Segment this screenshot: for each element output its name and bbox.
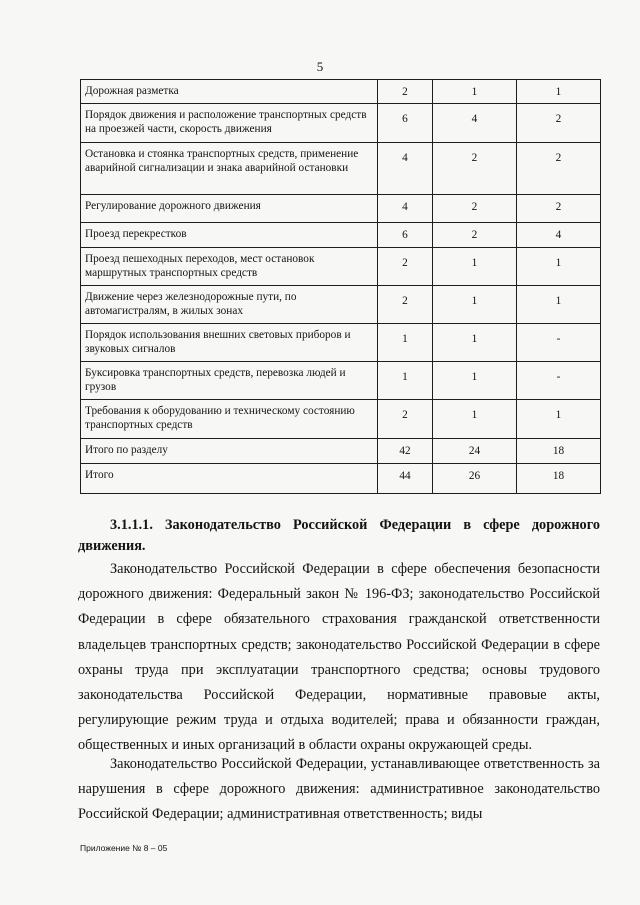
table-cell-value: 1: [517, 400, 601, 439]
table-cell-value: 2: [433, 195, 517, 223]
table-cell-value: 1: [517, 286, 601, 324]
table-cell-value: 2: [378, 248, 433, 286]
table-row-subtotal: [81, 439, 601, 464]
table-cell-value: 1: [433, 400, 517, 439]
table-cell-topic: Порядок движения и расположение транспортных средств на проезжей части, скорость движения: [81, 104, 378, 143]
footer-note: Приложение № 8 – 05: [80, 843, 168, 853]
table-cell-value: 1: [378, 362, 433, 400]
table-row: [81, 400, 601, 439]
table-cell-value: 42: [378, 439, 433, 464]
table-row: [81, 104, 601, 143]
table-cell-topic: Движение через железнодорожные пути, по автомагистралям, в жилых зонах: [81, 286, 378, 324]
table-cell-value: 2: [433, 223, 517, 248]
table-cell-value: 4: [378, 143, 433, 195]
table-cell-value: 1: [433, 80, 517, 104]
table-cell-value: 4: [378, 195, 433, 223]
table-cell-value: -: [517, 362, 601, 400]
table-row-total: [81, 464, 601, 494]
table-cell-value: 2: [378, 400, 433, 439]
table-cell-topic: Регулирование дорожного движения: [81, 195, 378, 223]
table-cell-topic: Итого: [81, 464, 378, 494]
table-cell-value: -: [517, 324, 601, 362]
table-cell-topic: Итого по разделу: [81, 439, 378, 464]
table-cell-value: 6: [378, 223, 433, 248]
table-cell-topic: Проезд пешеходных переходов, мест остановок маршрутных транспортных средств: [81, 248, 378, 286]
table-cell-value: 2: [517, 143, 601, 195]
body-paragraph: Законодательство Российской Федерации в сфере обеспечения безопасности дорожного движения: Федеральный закон № 196-ФЗ; законодательство Российской Федерации в сфере обязательного страхования гражданской ответственности владельцев транспортных средств; законодательство Российской Федерации в сфере охраны труда при эксплуатации транспортного средства; основы трудового законодательства Российской Федерации, нормативные правовые акты, регулирующие режим труда и отдыха водителей; права и обязанности граждан, общественных и иных организаций в области охраны окружающей среды.: [78, 561, 600, 754]
table-cell-value: 1: [433, 324, 517, 362]
table-cell-value: 44: [378, 464, 433, 494]
table-cell-topic: Проезд перекрестков: [81, 223, 378, 248]
table-cell-value: 24: [433, 439, 517, 464]
table-cell-value: 2: [517, 104, 601, 143]
table-row: [81, 195, 601, 223]
table-cell-value: 1: [433, 362, 517, 400]
table-cell-topic: Порядок использования внешних световых приборов и звуковых сигналов: [81, 324, 378, 362]
table-cell-value: 1: [517, 248, 601, 286]
table-cell-value: 1: [433, 248, 517, 286]
table-cell-value: 18: [517, 439, 601, 464]
table-cell-topic: Дорожная разметка: [81, 80, 378, 104]
table-row: [81, 286, 601, 324]
page-number: 5: [316, 59, 324, 74]
table-cell-value: 2: [517, 195, 601, 223]
table-cell-value: 6: [378, 104, 433, 143]
table-cell-value: 1: [433, 286, 517, 324]
table-row: [81, 143, 601, 195]
table-row: [81, 223, 601, 248]
body-paragraph: Законодательство Российской Федерации, устанавливающее ответственность за нарушения в сфере дорожного движения: административное законодательство Российской Федерации; административная ответственность; виды: [78, 756, 600, 823]
table-row: [81, 324, 601, 362]
table-cell-topic: Требования к оборудованию и техническому состоянию транспортных средств: [81, 400, 378, 439]
table-row: [81, 248, 601, 286]
table-cell-value: 4: [517, 223, 601, 248]
table-cell-value: 2: [378, 80, 433, 104]
table-row: [81, 362, 601, 400]
table-cell-value: 4: [433, 104, 517, 143]
table-cell-value: 1: [517, 80, 601, 104]
hours-table: [80, 79, 601, 494]
table-cell-topic: Остановка и стоянка транспортных средств, применение аварийной сигнализации и знака аварийной остановки: [81, 143, 378, 195]
table-cell-value: 26: [433, 464, 517, 494]
table-cell-value: 2: [378, 286, 433, 324]
table-cell-value: 1: [378, 324, 433, 362]
table-cell-topic: Буксировка транспортных средств, перевозка людей и грузов: [81, 362, 378, 400]
table-cell-value: 2: [433, 143, 517, 195]
section-heading: 3.1.1.1. Законодательство Российской Федерации в сфере дорожного движения.: [78, 517, 600, 554]
table-cell-value: 18: [517, 464, 601, 494]
table-row: [81, 80, 601, 104]
